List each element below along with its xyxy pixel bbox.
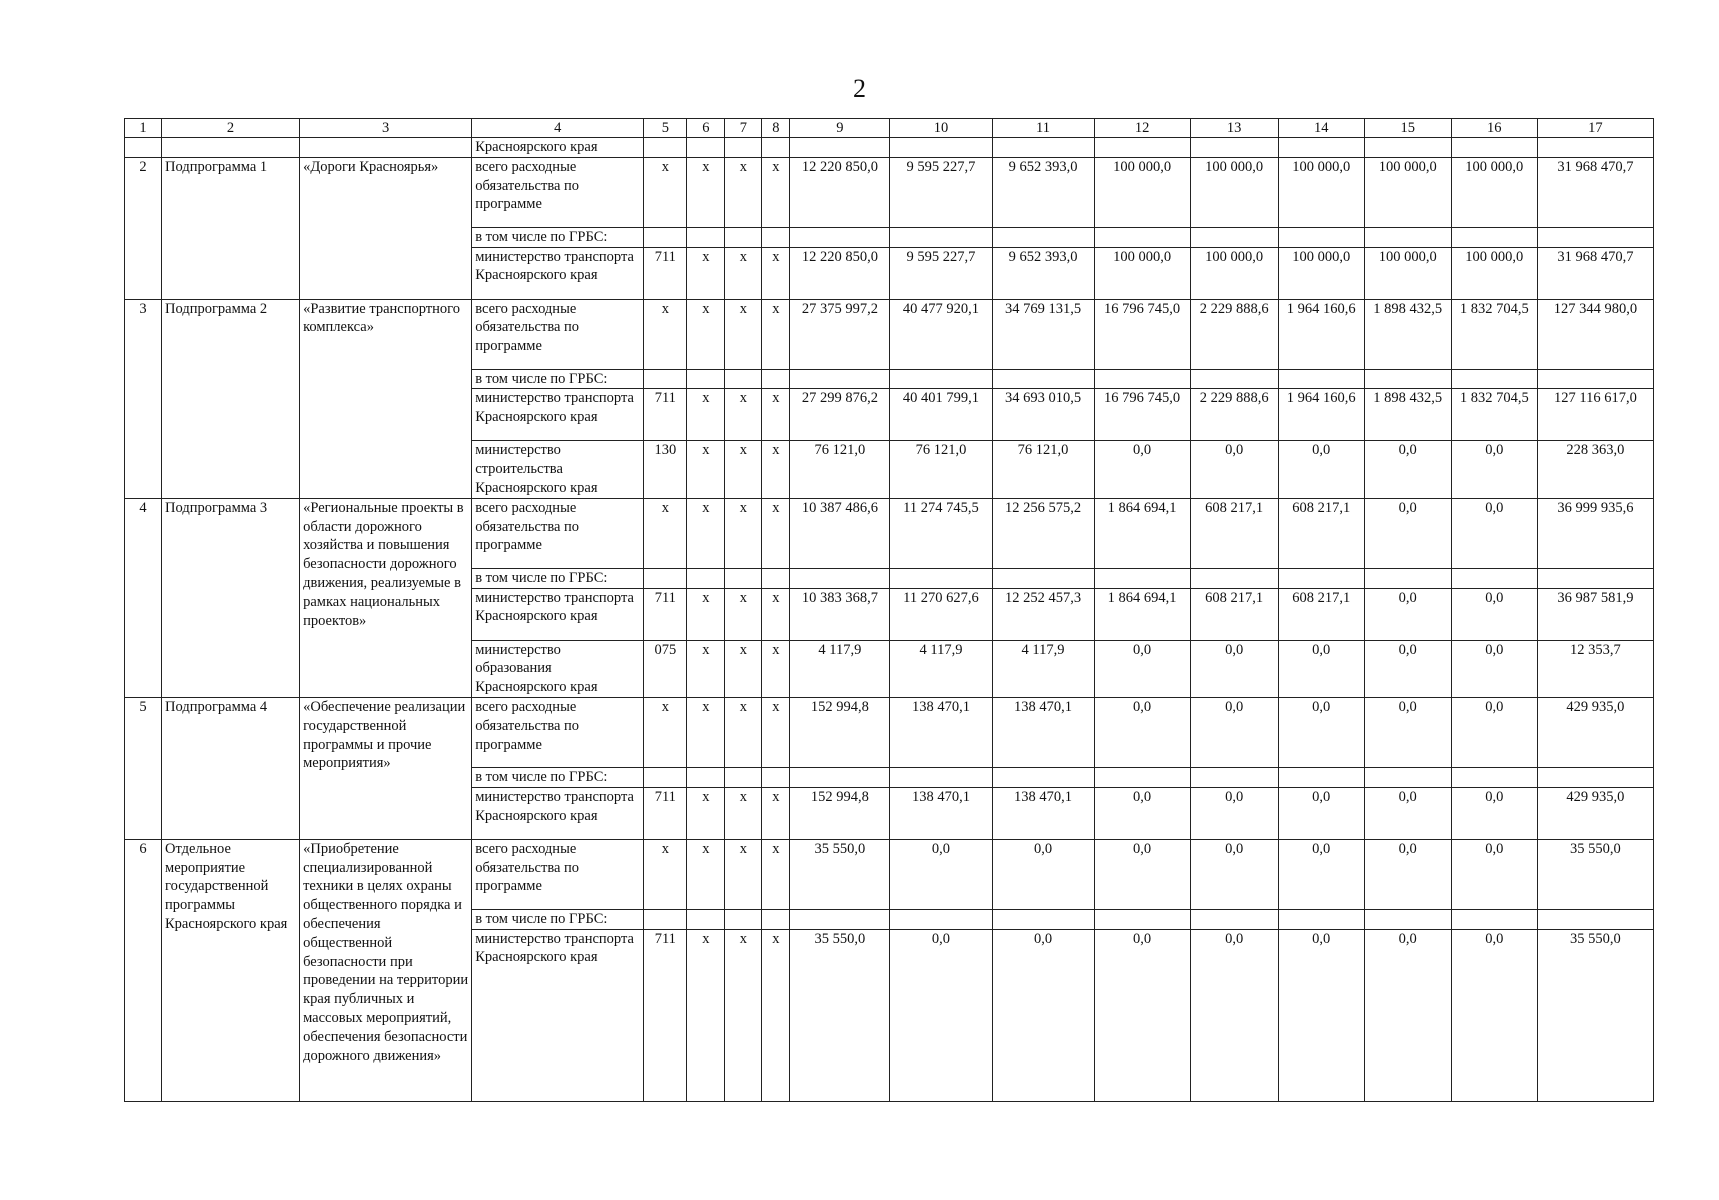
amount-cell: 0,0 [1190,929,1278,1101]
header-cell: 16 [1451,119,1537,138]
amount-cell: 0,0 [1094,787,1190,839]
code-cell: х [762,441,790,498]
amount-cell: 1 898 432,5 [1364,299,1451,369]
amount-cell: 0,0 [890,929,992,1101]
empty-cell [790,767,890,787]
amount-cell: 12 220 850,0 [790,157,890,227]
code-cell: х [725,697,762,767]
program-name: «Развитие транспортного комплекса» [300,299,472,498]
grbs-name: министерство транспорта Красноярского края [472,929,644,1101]
header-cell: 8 [762,119,790,138]
amount-cell: 0,0 [1364,640,1451,697]
empty-cell [1094,227,1190,247]
amount-cell: 40 477 920,1 [890,299,992,369]
amount-cell: 1 864 694,1 [1094,498,1190,568]
amount-cell: 100 000,0 [1190,247,1278,299]
amount-cell: 100 000,0 [1094,247,1190,299]
code-cell: х [725,157,762,227]
empty-cell [1451,767,1537,787]
grbs-heading: в том числе по ГРБС: [472,369,644,389]
amount-cell: 228 363,0 [1537,441,1653,498]
empty-cell [1278,369,1364,389]
code-cell: х [762,787,790,839]
amount-cell: 34 769 131,5 [992,299,1094,369]
header-cell: 5 [644,119,687,138]
table-body [125,119,1654,1102]
amount-cell: 0,0 [1364,839,1451,909]
empty-cell [644,369,687,389]
empty-cell [1537,767,1653,787]
grbs-heading: в том числе по ГРБС: [472,767,644,787]
grbs-name: министерство транспорта Красноярского края [472,588,644,640]
empty-cell [762,568,790,588]
amount-cell: 608 217,1 [1278,588,1364,640]
empty-cell [725,227,762,247]
grbs-heading: в том числе по ГРБС: [472,909,644,929]
program-status: Подпрограмма 3 [162,498,300,697]
amount-cell: 9 652 393,0 [992,157,1094,227]
amount-cell: 35 550,0 [1537,929,1653,1101]
empty-cell [992,369,1094,389]
amount-cell: 2 229 888,6 [1190,389,1278,441]
continuation-text: Красноярского края [472,138,644,158]
empty-cell [1537,369,1653,389]
amount-cell: 0,0 [1278,839,1364,909]
amount-cell: 0,0 [1094,441,1190,498]
amount-cell: 0,0 [1278,929,1364,1101]
program-total-row [125,299,1654,369]
amount-cell: 0,0 [992,929,1094,1101]
amount-cell: 76 121,0 [992,441,1094,498]
amount-cell: 138 470,1 [890,697,992,767]
amount-cell: 0,0 [1364,787,1451,839]
amount-cell: 35 550,0 [1537,839,1653,909]
header-cell: 13 [1190,119,1278,138]
empty-cell [890,227,992,247]
amount-cell: 138 470,1 [992,697,1094,767]
empty-cell [890,369,992,389]
code-cell: х [687,441,725,498]
grbs-code: 711 [644,247,687,299]
amount-cell: 0,0 [1451,787,1537,839]
row-number: 5 [125,697,162,839]
amount-cell: 11 274 745,5 [890,498,992,568]
amount-cell: 0,0 [1364,441,1451,498]
amount-cell: 0,0 [1094,640,1190,697]
amount-cell: 0,0 [1451,839,1537,909]
grbs-name: министерство транспорта Красноярского края [472,247,644,299]
amount-cell: 27 299 876,2 [790,389,890,441]
amount-cell: 36 987 581,9 [1537,588,1653,640]
empty-cell [1094,369,1190,389]
empty-cell [790,369,890,389]
empty-cell [687,568,725,588]
program-status: Отдельное мероприятие государственной программы Красноярского края [162,839,300,1101]
amount-cell: 608 217,1 [1190,498,1278,568]
empty-cell [1190,568,1278,588]
amount-cell: 12 220 850,0 [790,247,890,299]
empty-cell [644,909,687,929]
amount-cell: 1 864 694,1 [1094,588,1190,640]
program-status: Подпрограмма 1 [162,157,300,299]
amount-cell: 0,0 [1278,787,1364,839]
empty-cell [1451,568,1537,588]
empty-cell [890,909,992,929]
empty-cell [1278,227,1364,247]
grbs-code: 711 [644,389,687,441]
grbs-code: 075 [644,640,687,697]
code-cell: х [687,157,725,227]
empty-cell [1451,909,1537,929]
program-name: «Обеспечение реализации государственной программы и прочие мероприятия» [300,697,472,839]
empty-cell [1190,369,1278,389]
amount-cell: 608 217,1 [1278,498,1364,568]
amount-cell: 0,0 [1364,929,1451,1101]
header-cell: 11 [992,119,1094,138]
empty-cell [790,909,890,929]
empty-cell [762,369,790,389]
code-cell: х [762,929,790,1101]
empty-cell [1364,369,1451,389]
empty-cell [725,909,762,929]
amount-cell: 0,0 [1278,441,1364,498]
amount-cell: 100 000,0 [1364,157,1451,227]
program-status: Подпрограмма 2 [162,299,300,498]
code-cell: х [762,498,790,568]
code-cell: х [644,697,687,767]
empty-cell [687,227,725,247]
amount-cell: 100 000,0 [1451,247,1537,299]
amount-cell: 0,0 [1094,839,1190,909]
amount-cell: 1 898 432,5 [1364,389,1451,441]
code-cell: х [725,588,762,640]
code-cell: х [644,839,687,909]
amount-cell: 76 121,0 [890,441,992,498]
amount-cell: 16 796 745,0 [1094,389,1190,441]
amount-cell: 4 117,9 [992,640,1094,697]
amount-cell: 36 999 935,6 [1537,498,1653,568]
empty-cell [1537,568,1653,588]
amount-cell: 1 964 160,6 [1278,389,1364,441]
header-cell: 6 [687,119,725,138]
amount-cell: 0,0 [1190,839,1278,909]
grbs-name: министерство строительства Красноярского края [472,441,644,498]
page-number: 2 [853,74,866,103]
empty-cell [725,767,762,787]
amount-cell: 0,0 [1451,640,1537,697]
empty-cell [992,767,1094,787]
code-cell: х [687,588,725,640]
row-number: 4 [125,498,162,697]
amount-cell: 608 217,1 [1190,588,1278,640]
empty-cell [890,568,992,588]
code-cell: х [762,640,790,697]
grbs-heading: в том числе по ГРБС: [472,227,644,247]
amount-cell: 0,0 [1451,929,1537,1101]
code-cell: х [644,157,687,227]
code-cell: х [762,299,790,369]
amount-cell: 429 935,0 [1537,787,1653,839]
total-label: всего расходные обязательства по программе [472,839,644,909]
header-row [125,119,1654,138]
row-number: 6 [125,839,162,1101]
amount-cell: 0,0 [1364,498,1451,568]
amount-cell: 12 353,7 [1537,640,1653,697]
code-cell: х [725,299,762,369]
empty-cell [790,227,890,247]
program-name: «Приобретение специализированной техники в целях охраны общественного порядка и обеспечения общественной безопасности при проведении на территории края публичных и массовых мероприятий, обеспечения безопасности дорожного движения» [300,839,472,1101]
header-cell: 7 [725,119,762,138]
empty-cell [1364,767,1451,787]
amount-cell: 138 470,1 [992,787,1094,839]
code-cell: х [762,588,790,640]
header-cell: 9 [790,119,890,138]
empty-cell [687,369,725,389]
amount-cell: 0,0 [1190,697,1278,767]
amount-cell: 0,0 [1451,441,1537,498]
amount-cell: 127 116 617,0 [1537,389,1653,441]
code-cell: х [762,247,790,299]
total-label: всего расходные обязательства по программе [472,498,644,568]
empty-cell [1364,568,1451,588]
amount-cell: 10 383 368,7 [790,588,890,640]
empty-cell [644,767,687,787]
program-name: «Региональные проекты в области дорожного хозяйства и повышения безопасности дорожного движения, реализуемые в рамках национальных проектов» [300,498,472,697]
grbs-code: 711 [644,787,687,839]
code-cell: х [762,839,790,909]
empty-cell [1190,909,1278,929]
amount-cell: 152 994,8 [790,787,890,839]
code-cell: х [725,247,762,299]
empty-cell [1094,909,1190,929]
empty-cell [762,227,790,247]
empty-cell [992,909,1094,929]
empty-cell [790,568,890,588]
amount-cell: 152 994,8 [790,697,890,767]
empty-cell [687,767,725,787]
amount-cell: 0,0 [1451,498,1537,568]
header-cell: 12 [1094,119,1190,138]
amount-cell: 0,0 [1190,787,1278,839]
grbs-code: 130 [644,441,687,498]
empty-cell [1451,369,1537,389]
amount-cell: 1 832 704,5 [1451,389,1537,441]
empty-cell [1278,568,1364,588]
code-cell: х [725,787,762,839]
header-cell: 4 [472,119,644,138]
amount-cell: 31 968 470,7 [1537,157,1653,227]
continuation-row [125,138,1654,158]
amount-cell: 100 000,0 [1278,247,1364,299]
amount-cell: 0,0 [1278,697,1364,767]
amount-cell: 2 229 888,6 [1190,299,1278,369]
amount-cell: 0,0 [1278,640,1364,697]
empty-cell [1537,909,1653,929]
code-cell: х [687,839,725,909]
amount-cell: 0,0 [1364,588,1451,640]
code-cell: х [687,498,725,568]
amount-cell: 12 256 575,2 [992,498,1094,568]
empty-cell [992,227,1094,247]
code-cell: х [687,247,725,299]
amount-cell: 0,0 [890,839,992,909]
code-cell: х [687,929,725,1101]
empty-cell [762,767,790,787]
amount-cell: 0,0 [1451,588,1537,640]
grbs-code: 711 [644,588,687,640]
code-cell: х [725,839,762,909]
amount-cell: 100 000,0 [1451,157,1537,227]
amount-cell: 1 832 704,5 [1451,299,1537,369]
header-cell: 17 [1537,119,1653,138]
empty-cell [1190,767,1278,787]
amount-cell: 0,0 [1451,697,1537,767]
grbs-code: 711 [644,929,687,1101]
amount-cell: 27 375 997,2 [790,299,890,369]
amount-cell: 16 796 745,0 [1094,299,1190,369]
code-cell: х [725,441,762,498]
empty-cell [687,909,725,929]
empty-cell [890,767,992,787]
empty-cell [1451,227,1537,247]
total-label: всего расходные обязательства по программе [472,697,644,767]
amount-cell: 100 000,0 [1364,247,1451,299]
header-cell: 10 [890,119,992,138]
amount-cell: 76 121,0 [790,441,890,498]
empty-cell [1190,227,1278,247]
total-label: всего расходные обязательства по программе [472,157,644,227]
program-name: «Дороги Красноярья» [300,157,472,299]
program-total-row [125,157,1654,227]
amount-cell: 12 252 457,3 [992,588,1094,640]
amount-cell: 9 652 393,0 [992,247,1094,299]
code-cell: х [687,389,725,441]
code-cell: х [687,697,725,767]
code-cell: х [725,640,762,697]
amount-cell: 0,0 [1190,441,1278,498]
header-cell: 2 [162,119,300,138]
empty-cell [725,369,762,389]
total-label: всего расходные обязательства по программе [472,299,644,369]
header-cell: 15 [1364,119,1451,138]
empty-cell [1364,909,1451,929]
program-status: Подпрограмма 4 [162,697,300,839]
header-cell: 1 [125,119,162,138]
amount-cell: 429 935,0 [1537,697,1653,767]
budget-table [124,118,1654,1102]
amount-cell: 100 000,0 [1094,157,1190,227]
code-cell: х [687,299,725,369]
code-cell: х [762,697,790,767]
amount-cell: 10 387 486,6 [790,498,890,568]
program-total-row [125,498,1654,568]
program-total-row [125,697,1654,767]
amount-cell: 100 000,0 [1278,157,1364,227]
amount-cell: 0,0 [1190,640,1278,697]
code-cell: х [687,640,725,697]
empty-cell [644,227,687,247]
empty-cell [1278,909,1364,929]
empty-cell [1094,568,1190,588]
row-number: 2 [125,157,162,299]
empty-cell [644,568,687,588]
amount-cell: 4 117,9 [790,640,890,697]
grbs-heading: в том числе по ГРБС: [472,568,644,588]
header-cell: 14 [1278,119,1364,138]
amount-cell: 9 595 227,7 [890,247,992,299]
amount-cell: 4 117,9 [890,640,992,697]
empty-cell [762,909,790,929]
amount-cell: 138 470,1 [890,787,992,839]
amount-cell: 35 550,0 [790,839,890,909]
amount-cell: 34 693 010,5 [992,389,1094,441]
amount-cell: 0,0 [1364,697,1451,767]
amount-cell: 127 344 980,0 [1537,299,1653,369]
code-cell: х [762,157,790,227]
row-number: 3 [125,299,162,498]
empty-cell [992,568,1094,588]
code-cell: х [725,929,762,1101]
grbs-name: министерство транспорта Красноярского края [472,787,644,839]
amount-cell: 40 401 799,1 [890,389,992,441]
grbs-name: министерство образования Красноярского края [472,640,644,697]
code-cell: х [687,787,725,839]
header-cell: 3 [300,119,472,138]
empty-cell [1537,227,1653,247]
amount-cell: 9 595 227,7 [890,157,992,227]
program-total-row [125,839,1654,909]
empty-cell [725,568,762,588]
amount-cell: 100 000,0 [1190,157,1278,227]
empty-cell [1278,767,1364,787]
code-cell: х [762,389,790,441]
code-cell: х [644,299,687,369]
grbs-name: министерство транспорта Красноярского края [472,389,644,441]
code-cell: х [725,389,762,441]
empty-cell [1364,227,1451,247]
amount-cell: 11 270 627,6 [890,588,992,640]
code-cell: х [644,498,687,568]
amount-cell: 35 550,0 [790,929,890,1101]
amount-cell: 0,0 [1094,929,1190,1101]
code-cell: х [725,498,762,568]
amount-cell: 1 964 160,6 [1278,299,1364,369]
amount-cell: 0,0 [992,839,1094,909]
empty-cell [1094,767,1190,787]
amount-cell: 0,0 [1094,697,1190,767]
amount-cell: 31 968 470,7 [1537,247,1653,299]
